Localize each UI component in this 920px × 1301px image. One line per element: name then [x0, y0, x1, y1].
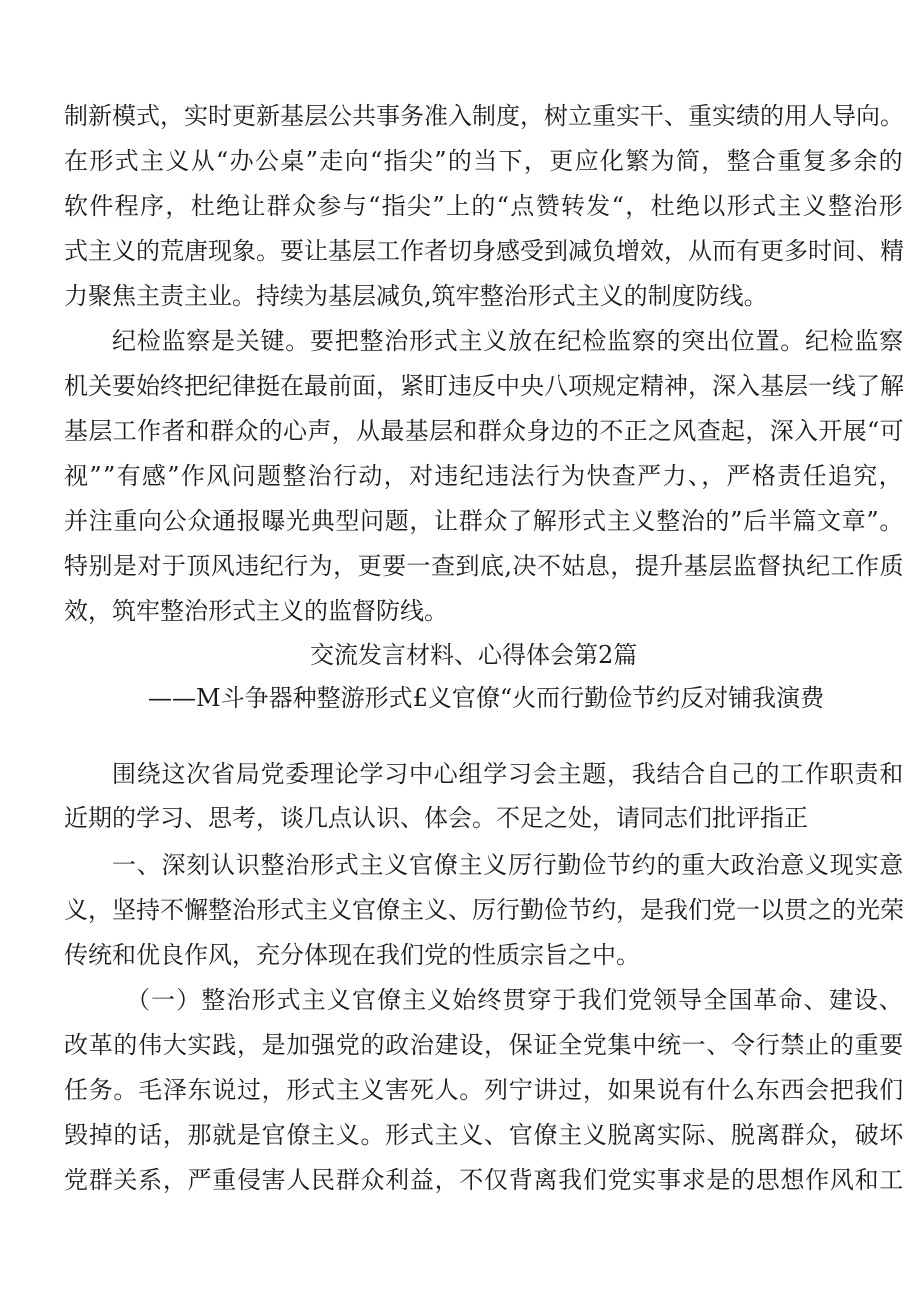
text-line: 制新模式，实时更新基层公共事务准入制度，树立重实干、重实绩的用人导向。	[64, 102, 904, 130]
text-line: 党群关系，严重侵害人民群众利益，不仅背离我们党实事求是的思想作风和工	[64, 1166, 904, 1194]
text-line: 基层工作者和群众的心声，从最基层和群众身边的不正之风查起，深入开展“可	[64, 417, 904, 445]
text-line: 毁掉的话，那就是官僚主义。形式主义、官僚主义脱离实际、脱离群众，破坏	[64, 1121, 904, 1149]
text-line: 围绕这次省局党委理论学习中心组学习会主题，我结合自己的工作职责和	[112, 760, 904, 788]
text-line: 力聚焦主责主业。持续为基层减负,筑牢整治形式主义的制度防线。	[64, 282, 768, 310]
text-line: 任务。毛泽东说过，形式主义害死人。列宁讲过，如果说有什么东西会把我们	[64, 1076, 904, 1104]
section-subtitle: ——M斗争器种整游形式£义官僚“火而行勤俭节约反对铺我演费	[148, 684, 825, 712]
text-line: 效，筑牢整治形式主义的监督防线。	[64, 597, 448, 625]
text-line: 机关要始终把纪律挺在最前面，紧盯违反中央八项规定精神，深入基层一线了解	[64, 372, 904, 400]
text-line: 视””有感”作风问题整治行动，对违纪违法行为快查严力、，严格责任追究，	[64, 462, 904, 490]
text-line: 特别是对于顶风违纪行为，更要一查到底,决不姑息，提升基层监督执纪工作质	[64, 552, 904, 580]
text-line: 并注重向公众通报曝光典型问题，让群众了解形式主义整治的”后半篇文章”。	[64, 507, 904, 535]
text-line: 在形式主义从“办公桌”走向“指尖”的当下，更应化繁为简，整合重复多余的	[64, 147, 904, 175]
text-line: 纪检监察是关键。要把整治形式主义放在纪检监察的突出位置。纪检监察	[112, 327, 904, 355]
section-heading: 交流发言材料、心得体会第2篇	[310, 641, 638, 669]
text-line: 一、深刻认识整治形式主义官僚主义厉行勤俭节约的重大政治意义现实意	[112, 851, 904, 879]
text-line: 近期的学习、思考，谈几点认识、体会。不足之处，请同志们批评指正	[64, 804, 808, 832]
text-line: （一）整治形式主义官僚主义始终贯穿于我们党领导全国革命、建设、	[126, 986, 904, 1014]
text-line: 式主义的荒唐现象。要让基层工作者切身感受到减负增效，从而有更多时间、精	[64, 237, 904, 265]
text-line: 改革的伟大实践，是加强党的政治建设，保证全党集中统一、令行禁止的重要	[64, 1031, 904, 1059]
text-line: 义，坚持不懈整治形式主义官僚主义、厉行勤俭节约，是我们党一以贯之的光荣	[64, 896, 904, 924]
text-line: 软件程序，杜绝让群众参与“指尖”上的“点赞转发“，杜绝以形式主义整治形	[64, 192, 904, 220]
text-line: 传统和优良作风，充分体现在我们党的性质宗旨之中。	[64, 941, 640, 969]
